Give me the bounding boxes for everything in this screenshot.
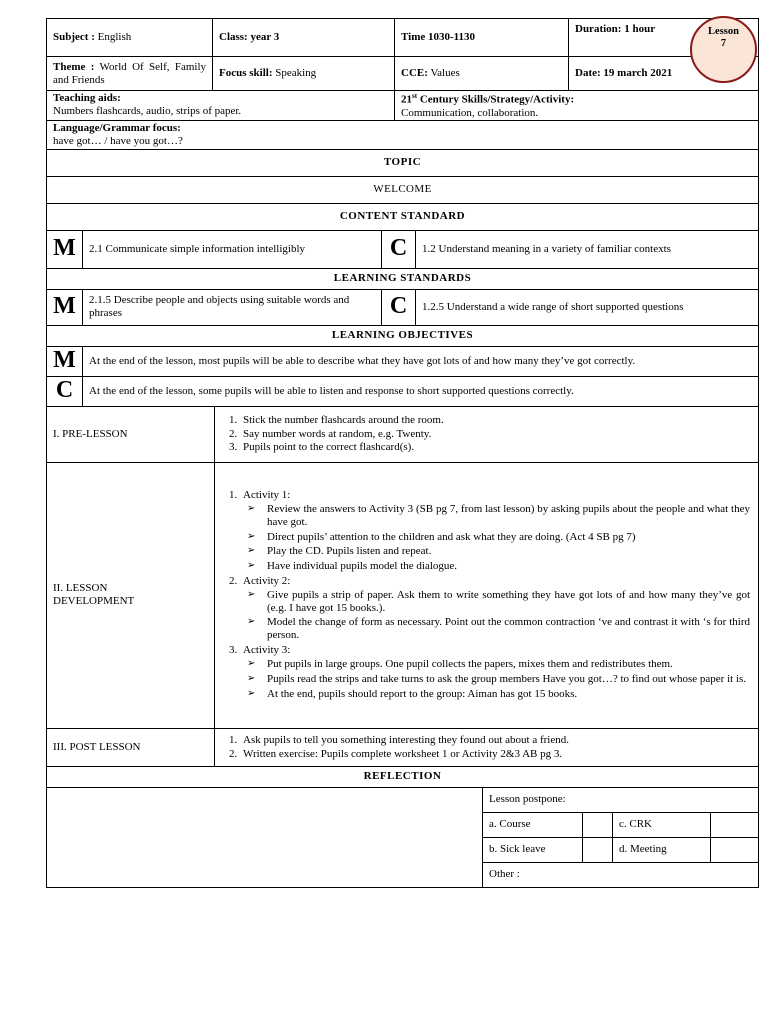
- activity-title: Activity 2:: [243, 574, 291, 587]
- learning-objectives-heading: LEARNING OBJECTIVES: [47, 325, 759, 346]
- activity-step: ➢ Pupils read the strips and take turns to ask the group members Have you got…? to find out whose paper it is.: [247, 673, 747, 686]
- teaching-aids-label: Teaching aids:: [53, 92, 121, 105]
- option-meeting: d. Meeting: [613, 837, 711, 862]
- pre-lesson-step: 2. Say number words at random, e.g. Twenty.: [240, 428, 752, 441]
- ls-c-letter: C: [382, 289, 416, 325]
- cs-c-text: 1.2 Understand meaning in a variety of familiar contexts: [416, 230, 759, 268]
- lo-m-text: At the end of the lesson, most pupils will be able to describe what they have got lots of and how many they’ve got correctly.: [83, 346, 759, 376]
- post-lesson-steps: [215, 728, 759, 766]
- arrow-icon: ➢: [247, 673, 256, 685]
- lesson-development-steps: [215, 462, 759, 728]
- arrow-icon: ➢: [247, 616, 256, 628]
- activity-3: [240, 644, 750, 701]
- post-lesson-step: 1. Ask pupils to tell you something interesting they found out about a friend.: [240, 734, 752, 747]
- arrow-icon: ➢: [247, 530, 256, 542]
- option-sick-leave: b. Sick leave: [483, 837, 583, 862]
- pre-lesson-label: I. PRE-LESSON: [47, 406, 215, 462]
- option-crk-checkbox[interactable]: [711, 812, 759, 837]
- activity-1: [240, 489, 750, 573]
- topic-value: WELCOME: [47, 176, 759, 203]
- learning-standards-heading: LEARNING STANDARDS: [47, 268, 759, 289]
- duration-value: 1 hour: [624, 23, 656, 35]
- date-label: Date: 19 march 2021: [575, 67, 673, 80]
- cs-c-letter: C: [382, 230, 416, 268]
- activity-step: ➢ Play the CD. Pupils listen and repeat.: [247, 545, 432, 558]
- activity-step: ➢ Direct pupils’ attention to the children and ask what they are doing. (Act 4 SB pg 7): [247, 530, 636, 543]
- cce-label: CCE:: [401, 67, 428, 80]
- lo-c-text: At the end of the lesson, some pupils will be able to listen and response to short supported questions correctly.: [83, 376, 759, 406]
- century-skills-cell: [395, 91, 759, 121]
- lesson-badge: [690, 16, 757, 83]
- subject-value: English: [97, 31, 132, 44]
- activity-step: ➢ Model the change of form as necessary. Point out the common contraction ‘ve and contrast it with ‘s for third person.: [247, 616, 750, 642]
- time-cell: [395, 19, 569, 57]
- duration-label: Duration:: [575, 23, 622, 35]
- option-course: a. Course: [483, 812, 583, 837]
- focus-cell: [213, 57, 395, 91]
- ls-m-text: 2.1.5 Describe people and objects using suitable words and phrases: [83, 289, 382, 325]
- post-lesson-label: III. POST LESSON: [47, 728, 215, 766]
- lesson-badge-label: Lesson: [708, 26, 739, 37]
- cs-m-text: 2.1 Communicate simple information intelligibly: [83, 230, 382, 268]
- cce-value: Values: [430, 67, 460, 80]
- theme-value: World Of Self, Family and Friends: [53, 61, 206, 86]
- option-course-checkbox[interactable]: [583, 812, 613, 837]
- activity-step: ➢ Review the answers to Activity 3 (SB pg 7, from last lesson) by asking pupils about the people and what they have got.: [247, 503, 750, 528]
- theme-cell: [47, 57, 213, 91]
- other-field[interactable]: Other :: [483, 862, 759, 887]
- arrow-icon: ➢: [247, 503, 256, 515]
- arrow-icon: ➢: [247, 589, 256, 601]
- class-cell: [213, 19, 395, 57]
- teaching-aids-cell: [47, 91, 395, 121]
- option-sick-leave-checkbox[interactable]: [583, 837, 613, 862]
- activity-step: ➢ At the end, pupils should report to the group: Aiman has got 15 books.: [247, 687, 578, 700]
- reflection-notes: [47, 787, 483, 887]
- post-lesson-step: 2. Written exercise: Pupils complete worksheet 1 or Activity 2&3 AB pg 3.: [240, 748, 752, 761]
- cce-cell: [395, 57, 569, 91]
- class-value: year 3: [250, 31, 280, 44]
- activity-step: ➢ Give pupils a strip of paper. Ask them to write something they have got lots of and how many they’ve got (e.g. I have got 15 books.).: [247, 589, 750, 614]
- arrow-icon: ➢: [247, 545, 256, 557]
- postpone-label: Lesson postpone:: [483, 787, 759, 812]
- activity-title: Activity 1:: [243, 488, 291, 501]
- cs-m-letter: M: [47, 230, 83, 268]
- activity-2: [240, 575, 750, 642]
- topic-heading: TOPIC: [47, 149, 759, 176]
- century-skills-label: 21st Century Skills/Strategy/Activity:: [401, 92, 575, 106]
- lesson-development-label: II. LESSON DEVELOPMENT: [47, 462, 215, 728]
- lesson-plan: [46, 18, 758, 888]
- activity-title: Activity 3:: [243, 643, 291, 656]
- pre-lesson-step: 3. Pupils point to the correct flashcard(s).: [240, 441, 752, 454]
- grammar-value: have got… / have you got…?: [53, 134, 183, 147]
- pre-lesson-steps: [215, 406, 759, 462]
- content-standard-heading: CONTENT STANDARD: [47, 203, 759, 230]
- grammar-cell: [47, 121, 759, 149]
- lesson-badge-number: 7: [720, 37, 727, 49]
- header-table: [46, 18, 759, 231]
- lesson-phases-table: [46, 406, 759, 788]
- time-label: Time 1030-1130: [401, 31, 476, 44]
- focus-label: Focus skill:: [219, 67, 273, 80]
- century-skills-value: Communication, collaboration.: [401, 106, 539, 119]
- ls-m-letter: M: [47, 289, 83, 325]
- activity-step: ➢ Have individual pupils model the dialogue.: [247, 559, 458, 572]
- lo-m-letter: M: [47, 346, 83, 376]
- option-crk: c. CRK: [613, 812, 711, 837]
- arrow-icon: ➢: [247, 687, 256, 699]
- focus-value: Speaking: [275, 67, 317, 80]
- teaching-aids-value: Numbers flashcards, audio, strips of paper.: [53, 104, 242, 117]
- reflection-table: [46, 787, 759, 888]
- arrow-icon: ➢: [247, 658, 256, 670]
- class-label: Class:: [219, 31, 248, 44]
- reflection-heading: REFLECTION: [47, 766, 759, 787]
- subject-label: Subject :: [53, 31, 95, 44]
- activity-step: ➢ Put pupils in large groups. One pupil collects the papers, mixes them and redistributes them.: [247, 658, 673, 671]
- pre-lesson-step: 1. Stick the number flashcards around the room.: [240, 414, 752, 427]
- option-meeting-checkbox[interactable]: [711, 837, 759, 862]
- content-standard-table: [46, 230, 759, 407]
- theme-label: Theme :: [53, 61, 95, 73]
- grammar-label: Language/Grammar focus:: [53, 122, 181, 135]
- arrow-icon: ➢: [247, 559, 256, 571]
- subject-cell: [47, 19, 213, 57]
- ls-c-text: 1.2.5 Understand a wide range of short supported questions: [416, 289, 759, 325]
- lo-c-letter: C: [47, 376, 83, 406]
